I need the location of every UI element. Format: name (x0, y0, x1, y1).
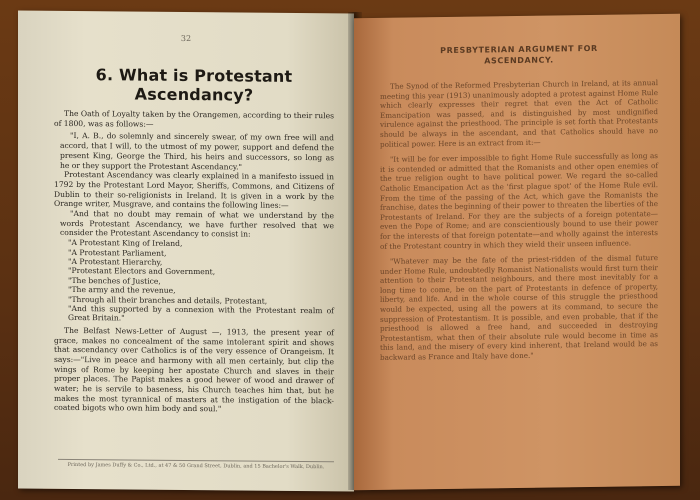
list-item: "A Protestant King of Ireland, (68, 238, 183, 249)
list-item: "A Protestant Hierarchy, (68, 256, 163, 267)
manifesto-paragraph: Protestant Ascendancy was clearly explained in a manifesto issued in 1792 by the Protestant Lord Mayor, Sheriffs, Commons, and Citizens of Dublin to their so-religionists in Ireland. It is given in a work by the Orange writer, Musgrave, and contains the following lines:— (54, 170, 334, 211)
right-heading-line1: PRESBYTERIAN ARGUMENT FOR (440, 43, 598, 56)
right-page (354, 14, 680, 491)
open-booklet (18, 12, 680, 492)
left-page-body (54, 51, 334, 416)
page-number: 32 (180, 33, 192, 44)
ascendancy-list (54, 238, 334, 325)
list-item: "And this supported by a connexion with the Protestant realm of Great Britain." (68, 303, 334, 323)
protest-quote: "It will be for ever impossible to fight Home Rule successfully as long as it is contended or admitted that the Romanists and other open enemies of the true religion ought to have political power. We regard the so-called Catholic Emancipation Act as the 'first plague spot' of the Home Rule evil. From the time of the passing of the Act, which gave the Romanists the franchise, dates the beginning of their power to threaten the liberties of the Protestants of Ireland. For they are the subjects of a foreign potentate—even the Pope of Rome; and are conscientiously bound to use their power for the interests of that foreign potentate—and wholly against the interests of the Protestant country in which they wield their unseen influence. (380, 151, 658, 251)
left-page (18, 11, 354, 492)
manifesto-quote: "And that no doubt may remain of what we understand by the words Protestant Ascendancy, we have further resolved that we consider the Protestant Ascendancy to consist in: (60, 209, 334, 240)
right-heading (380, 42, 658, 68)
intro-paragraph: The Oath of Loyalty taken by the Orangemen, according to their rules of 1800, was as follows:— (54, 108, 334, 129)
right-heading-line2: ASCENDANCY. (484, 55, 554, 66)
synod-paragraph: The Synod of the Reformed Presbyterian Church in Ireland, at its annual meeting this year (1913) unanimously adopted a protest against Home Rule which clearly expresses their regret that even the Act of Catholic Emancipation was passed, and is distinguished by most undignified virulence against the priesthood. The principle is set forth that Protestants should be always in the ascendant, and that Catholics should have no political power. Here is an extract from it:— (380, 78, 658, 149)
newsletter-paragraph: The Belfast News-Letter of August —, 1913, the present year of grace, makes no concealment of the same intolerant spirit and shows that ascendancy over Catholics is of the very essence of Orangeism. It says:—"Live in peace and harmony with all men certainly, but clip the wings of Rome by keeping her apostate Church and slaves in their proper places. The Papist makes a good hewer of wood and drawer of water; he is servile to baseness, his Church teaches him that, but he makes the most tyrannical of masters at the instigation of the black-coated bigots who own him body and soul." (54, 325, 334, 414)
future-quote: "Whatever may be the fate of the priest-ridden of the dismal future under Home Rule, undoubtedly Romanist Nationalists would first turn their attention to their Protestant neighbours, and there most inevitably for a long time to come, be on the part of Protestants in defence of property, liberty, and life. And in the whole course of this struggle the priesthood would be expected, using all the powers at its command, to secure the suppression of Protestantism. It is possible, and even probable, that if the priesthood is allowed a free hand, and succeeded in destroying Protestantism, what then of their absolute rule would become in time as this land, and the misery of every kind inherent, that Ireland would be as backward as France and Italy have done." (380, 253, 658, 362)
section-heading: 6. What is Protestant Ascendancy? (95, 65, 293, 105)
list-item: "Protestant Electors and Government, (68, 266, 216, 277)
oath-quote: "I, A. B., do solemnly and sincerely swear, of my own free will and accord, that I will, to the utmost of my power, support and defend the present King, George the Third, his heirs and successors, so long as he or they support the Protestant Ascendancy." (60, 131, 334, 172)
printer-footer: Printed by James Duffy & Co., Ltd., at 47 & 50 Grand Street, Dublin, and 15 Bachelor's Walk, Dublin. (58, 459, 334, 471)
right-page-body (380, 42, 658, 363)
list-item: "The benches of Justice, (68, 275, 161, 286)
list-item: "The army and the revenue, (68, 285, 176, 296)
list-item: "A Protestant Parliament, (68, 247, 167, 258)
list-item: "Through all their branches and details, Protestant, (68, 294, 268, 306)
